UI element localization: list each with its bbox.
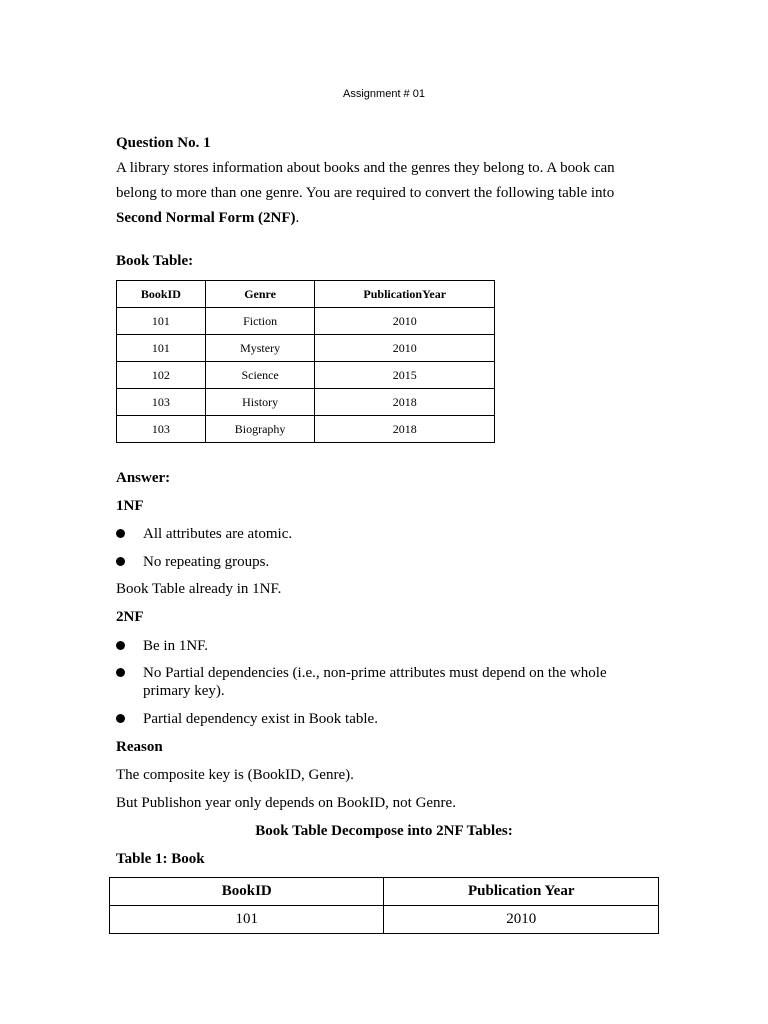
table-row bbox=[117, 389, 495, 416]
bullet-icon bbox=[116, 529, 125, 538]
bullet-icon bbox=[116, 714, 125, 723]
book-table bbox=[116, 280, 495, 443]
book-table-header-row bbox=[117, 281, 495, 308]
table-cell: 2015 bbox=[315, 362, 495, 389]
table-cell: 101 bbox=[117, 308, 206, 335]
nf1-conclusion: Book Table already in 1NF. bbox=[116, 581, 282, 597]
question-emphasis: Second Normal Form (2NF) bbox=[116, 210, 296, 226]
bullet-icon bbox=[116, 668, 125, 677]
table-cell: 2010 bbox=[384, 906, 659, 934]
table-cell: Mystery bbox=[205, 335, 315, 362]
decompose-title: Book Table Decompose into 2NF Tables: bbox=[255, 823, 513, 839]
answer-heading: Answer: bbox=[116, 470, 171, 486]
nf2-bullet-3: Partial dependency exist in Book table. bbox=[143, 711, 378, 727]
table-cell: Science bbox=[205, 362, 315, 389]
table-cell: 103 bbox=[117, 389, 206, 416]
table-cell: Biography bbox=[205, 416, 315, 443]
table-cell: 101 bbox=[110, 906, 384, 934]
table1-header-year: Publication Year bbox=[384, 878, 659, 906]
table-row bbox=[117, 362, 495, 389]
table-cell: Fiction bbox=[205, 308, 315, 335]
question-heading: Question No. 1 bbox=[116, 135, 211, 151]
nf1-heading: 1NF bbox=[116, 498, 144, 514]
reason-line-1: The composite key is (BookID, Genre). bbox=[116, 767, 354, 783]
book-table-header-genre: Genre bbox=[205, 281, 315, 308]
table1-title: Table 1: Book bbox=[116, 851, 205, 867]
question-line-3 bbox=[116, 209, 299, 227]
nf1-bullet-2: No repeating groups. bbox=[143, 554, 270, 570]
table-cell: History bbox=[205, 389, 315, 416]
reason-heading: Reason bbox=[116, 739, 163, 755]
table-cell: 2010 bbox=[315, 308, 495, 335]
table1-header-bookid: BookID bbox=[110, 878, 384, 906]
reason-line-2: But Publishon year only depends on BookID, not Genre. bbox=[116, 795, 456, 811]
bullet-icon bbox=[116, 557, 125, 566]
bullet-icon bbox=[116, 641, 125, 650]
table-cell: 2018 bbox=[315, 389, 495, 416]
nf2-bullet-2: No Partial dependencies (i.e., non-prime attributes must depend on the whole primary key). bbox=[143, 665, 607, 699]
nf2-heading: 2NF bbox=[116, 609, 144, 625]
nf2-bullet-1: Be in 1NF. bbox=[143, 638, 209, 654]
table-row bbox=[110, 906, 659, 934]
table-cell: 101 bbox=[117, 335, 206, 362]
question-line-1: A library stores information about books and the genres they belong to. A book can bbox=[116, 160, 615, 176]
table-row bbox=[117, 335, 495, 362]
table-cell: 2010 bbox=[315, 335, 495, 362]
table-cell: 102 bbox=[117, 362, 206, 389]
table-cell: 2018 bbox=[315, 416, 495, 443]
book-2nf-table bbox=[109, 877, 659, 934]
question-period: . bbox=[295, 210, 300, 226]
table-row bbox=[117, 308, 495, 335]
book-table-header-bookid: BookID bbox=[117, 281, 206, 308]
table-row bbox=[117, 416, 495, 443]
table1-header-row bbox=[110, 878, 659, 906]
page-header: Assignment # 01 bbox=[343, 88, 425, 100]
nf1-bullet-1: All attributes are atomic. bbox=[143, 526, 293, 542]
question-line-2: belong to more than one genre. You are required to convert the following table into bbox=[116, 185, 615, 201]
book-table-title: Book Table: bbox=[116, 253, 194, 269]
book-table-header-year: PublicationYear bbox=[315, 281, 495, 308]
table-cell: 103 bbox=[117, 416, 206, 443]
